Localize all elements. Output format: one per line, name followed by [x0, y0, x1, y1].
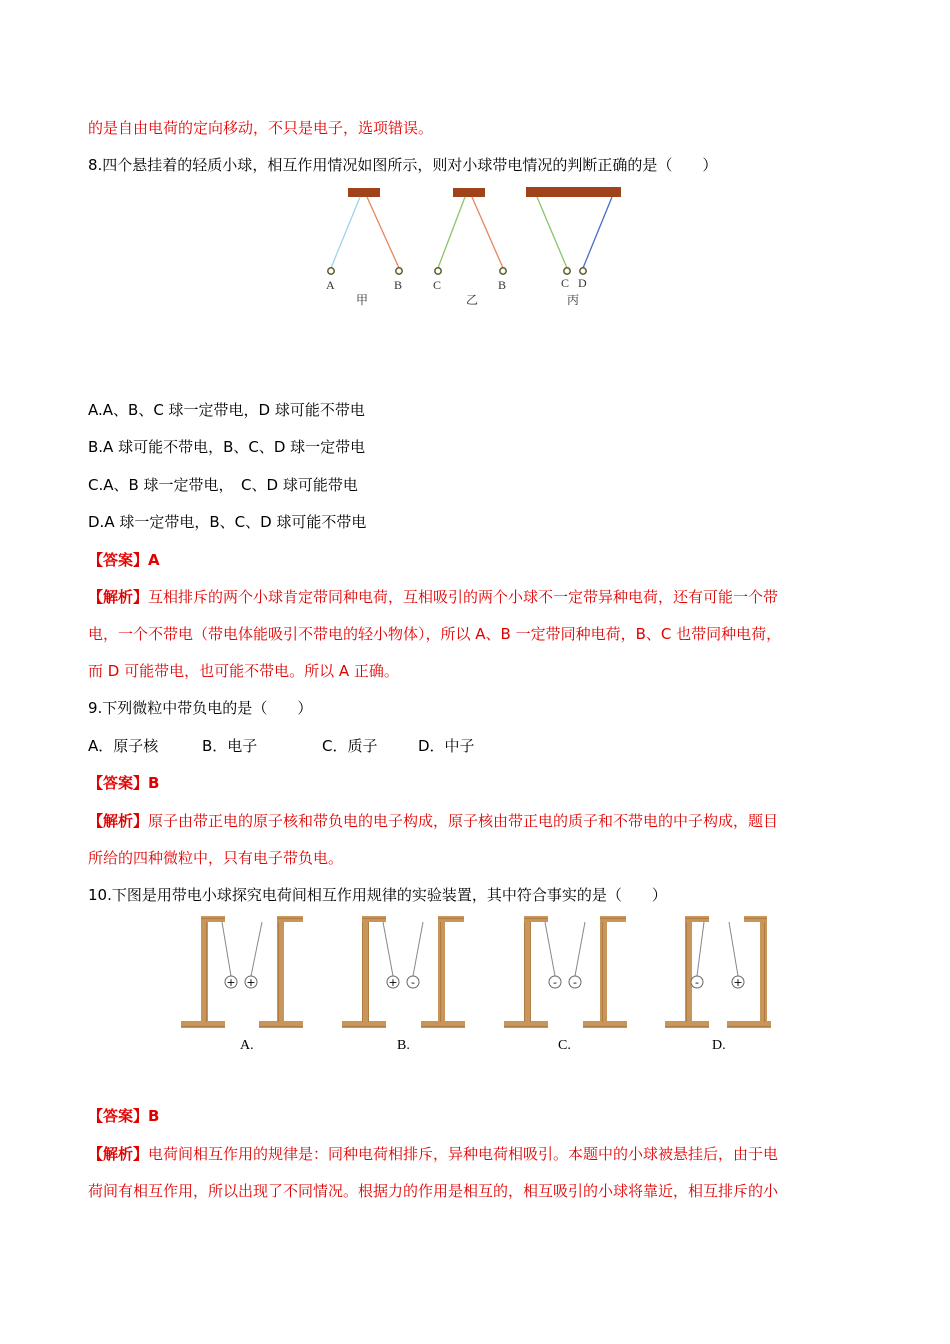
ball-d — [580, 268, 586, 274]
caption-c: C. — [558, 1038, 571, 1053]
charge-a1: + — [226, 976, 236, 989]
charge-c2: - — [573, 976, 577, 989]
explanation-tag: 【解析】 — [88, 588, 149, 606]
label-ball-a: A — [326, 278, 335, 292]
explanation-tag: 【解析】 — [88, 1145, 149, 1163]
charge-d1: - — [695, 976, 699, 989]
label-ball-c: C — [433, 278, 442, 292]
thread-a — [331, 197, 360, 268]
question-8: 8.四个悬挂着的轻质小球，相互作用情况如图所示，则对小球带电情况的判断正确的是（ ） — [88, 156, 718, 174]
option-9a: A．原子核 — [88, 737, 159, 755]
label-ball-b2: B — [498, 278, 507, 292]
label-ball-b: B — [394, 278, 403, 292]
explanation-8-line3: 而 D 可能带电，也可能不带电。所以 A 正确。 — [88, 662, 399, 680]
setup-a — [181, 916, 303, 1053]
explanation-tag: 【解析】 — [88, 812, 149, 830]
explanation-9-line2: 所给的四种微粒中，只有电子带负电。 — [88, 849, 344, 867]
charge-b2: - — [411, 976, 415, 989]
support-bar-yi — [453, 188, 485, 197]
option-8a: A.A、B、C 球一定带电，D 球可能不带电 — [88, 401, 365, 419]
answer-8: 【答案】A — [88, 551, 160, 569]
caption-bing: 丙 — [567, 293, 580, 307]
continuation-line: 的是自由电荷的定向移动，不只是电子，选项错误。 — [88, 119, 434, 137]
support-bar-jia — [348, 188, 380, 197]
option-8c: C.A、B 球一定带电， C、D 球可能带电 — [88, 476, 358, 494]
explanation-8-line2: 电，一个不带电（带电体能吸引不带电的轻小物体），所以 A、B 一定带同种电荷，B、C 也带同种电荷， — [88, 625, 782, 643]
setup-b — [342, 916, 465, 1053]
label-ball-c2: C — [561, 276, 570, 290]
charge-c1: - — [553, 976, 557, 989]
setup-d — [665, 916, 771, 1053]
figure-q10 — [0, 910, 950, 1060]
caption-b: B. — [397, 1038, 410, 1053]
explanation-10-line1 — [88, 1144, 778, 1164]
question-10: 10.下图是用带电小球探究电荷间相互作用规律的实验装置，其中符合事实的是（ ） — [88, 886, 667, 904]
charge-b1: + — [388, 976, 398, 989]
ball-c2 — [564, 268, 570, 274]
thread-b — [367, 197, 399, 268]
answer-9: 【答案】B — [88, 774, 160, 792]
charge-d2: + — [733, 976, 743, 989]
ball-a — [328, 268, 334, 274]
option-8d: D.A 球一定带电，B、C、D 球可能不带电 — [88, 513, 367, 531]
explanation-10-line2: 荷间有相互作用，所以出现了不同情况。根据力的作用是相互的，相互吸引的小球将靠近，相互排斥的小 — [88, 1182, 779, 1200]
option-8b: B.A 球可能不带电，B、C、D 球一定带电 — [88, 438, 366, 456]
option-9c: C．质子 — [322, 737, 378, 755]
thread-d — [583, 197, 612, 268]
option-9b: B．电子 — [202, 737, 258, 755]
charge-a2: + — [246, 976, 256, 989]
question-9: 9.下列微粒中带负电的是（ ） — [88, 699, 313, 717]
ball-b — [396, 268, 402, 274]
support-bar-bing — [526, 187, 621, 197]
explanation-text: 电荷间相互作用的规律是：同种电荷相排斥，异种电荷相吸引。本题中的小球被悬挂后，由于电 — [148, 1145, 779, 1163]
figure-q8 — [0, 180, 950, 310]
thread-b2 — [472, 197, 503, 268]
explanation-text: 互相排斥的两个小球肯定带同种电荷，互相吸引的两个小球不一定带异种电荷，还有可能一个带 — [148, 588, 779, 606]
caption-yi: 乙 — [466, 293, 479, 307]
setup-c — [504, 916, 627, 1053]
ball-b2 — [500, 268, 506, 274]
caption-a: A. — [240, 1038, 254, 1053]
option-9d: D．中子 — [418, 737, 475, 755]
ball-c — [435, 268, 441, 274]
caption-jia: 甲 — [356, 293, 369, 307]
label-ball-d: D — [578, 276, 587, 290]
caption-d: D. — [712, 1038, 726, 1053]
explanation-9-line1 — [88, 811, 778, 831]
thread-c — [438, 197, 465, 268]
explanation-text: 原子由带正电的原子核和带负电的电子构成，原子核由带正电的质子和不带电的中子构成，题目 — [148, 812, 779, 830]
answer-10: 【答案】B — [88, 1107, 160, 1125]
explanation-8-line1 — [88, 587, 778, 607]
thread-c2 — [537, 197, 567, 268]
